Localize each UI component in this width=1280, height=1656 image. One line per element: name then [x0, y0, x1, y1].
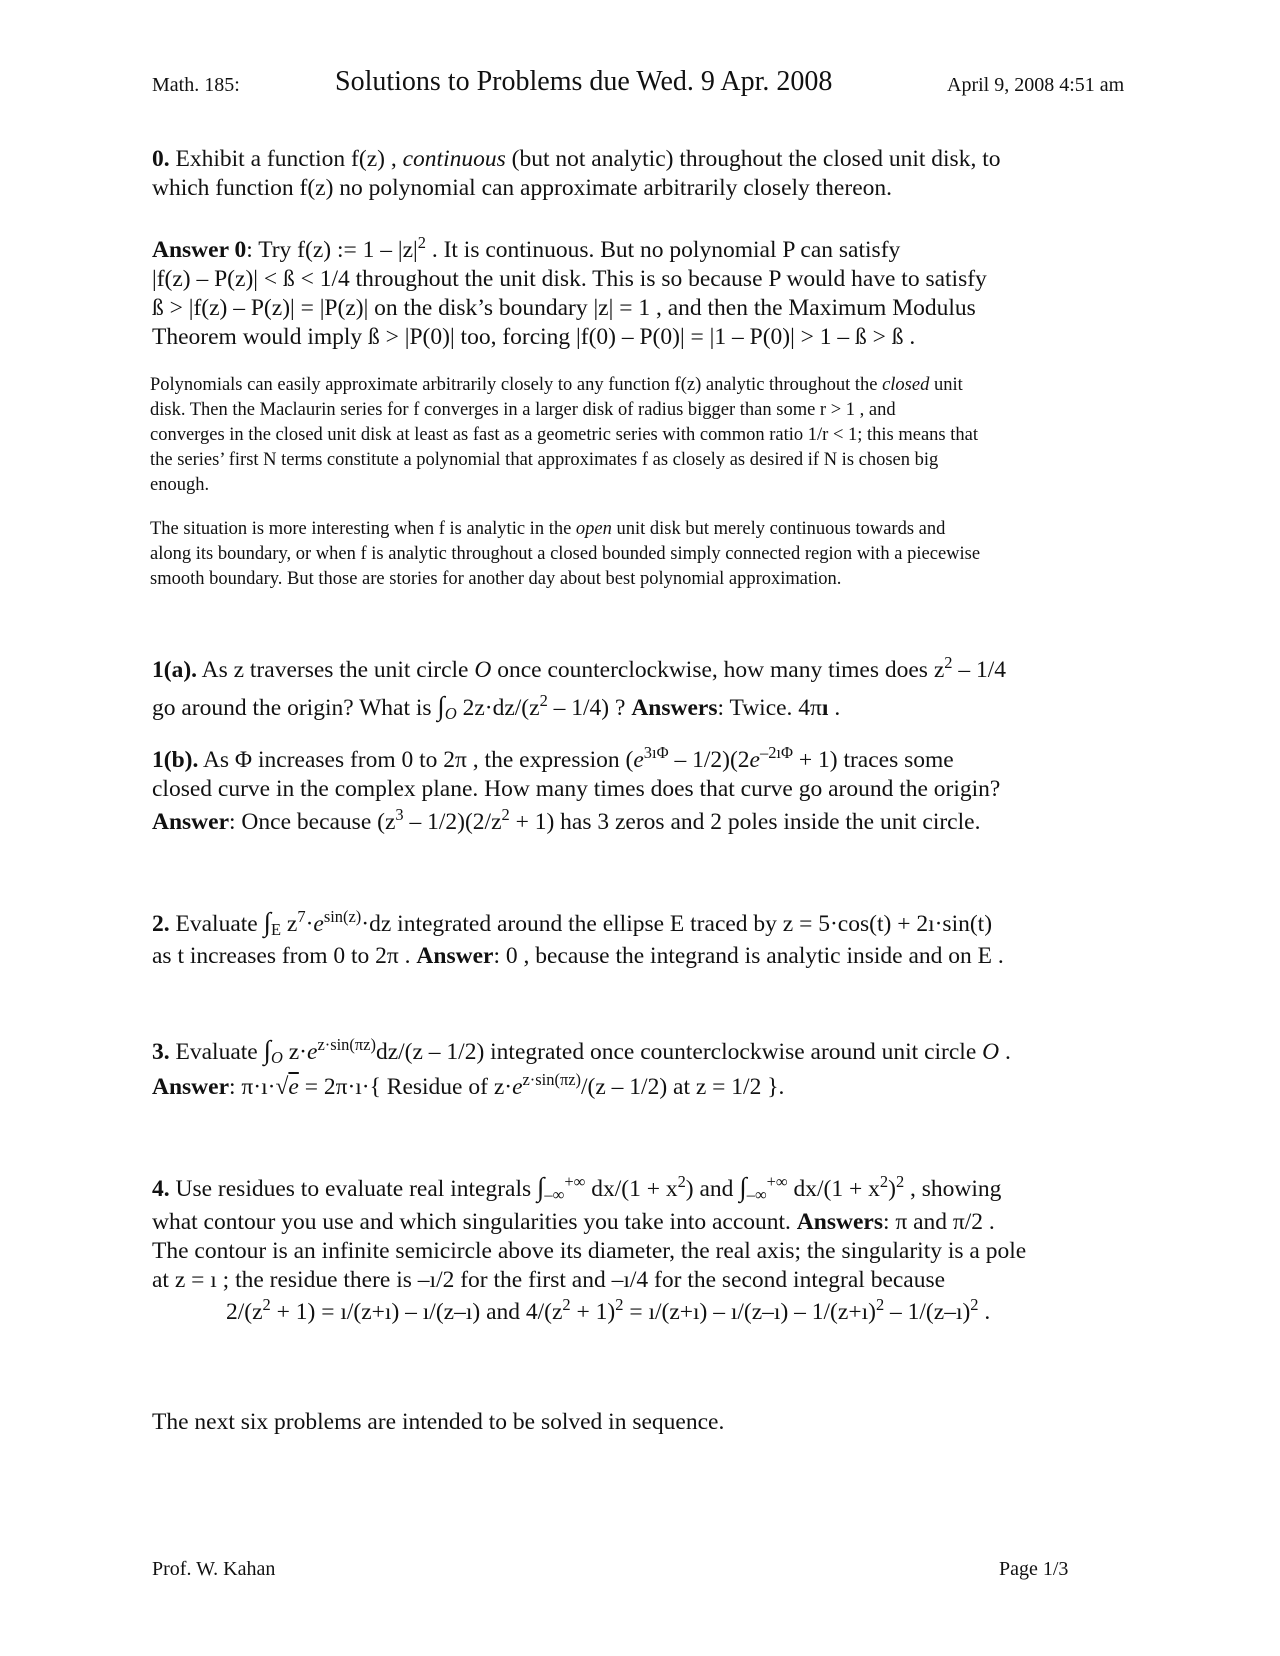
- problem-4-line-4: at z = ı ; the residue there is –ı/2 for the first and –ı/4 for the second integral because: [152, 1267, 946, 1293]
- problem-2-label: 2.: [152, 911, 170, 937]
- integral-sign: ∫: [537, 1172, 545, 1202]
- problem-1a-line-1: 1(a). As z traverses the unit circle O once counterclockwise, how many times does $z^2 - 1/4$: [152, 652, 1007, 683]
- situation-para-line-2: along its boundary, or when f is analytic throughout a closed bounded simply connected region with a piecewise: [150, 544, 981, 564]
- integral-sign: ∫: [437, 691, 445, 721]
- answer-0-line-4: Theorem would imply ß > |P(0)| too, forcing |f(0) – P(0)| = |1 – P(0)| > 1 – ß > ß .: [152, 324, 916, 350]
- problem-4-line-3: The contour is an infinite semicircle above its diameter, the real axis; the singularity is a pole: [152, 1238, 1027, 1264]
- problem-3-line-1: 3. Evaluate $\int_O$ $z\cdot e^{z\cdot sin(\pi z)}dz/(z - 1/2)$ integrated once counterclockwise around unit circle O .: [152, 1034, 1011, 1068]
- problem-4-line-5: $2/(z^2 + 1)$ = ı/(z+ı) – ı/(z–ı) and $4/(z^2 + 1)^2$ = ı/(z+ı) – ı/(z–ı) – 1/(z+ı)$^2$ – 1/(z–ı)$^2$ .: [226, 1294, 991, 1325]
- poly-para-line-3: converges in the closed unit disk at least as fast as a geometric series with common ratio 1/r < 1; this means that: [150, 425, 979, 445]
- problem-3-line-2: Answer: π·ı·√e = 2π·ı·{ Residue of $z\cdot e^{z\cdot sin(\pi z)}/(z - 1/2)$ at z = 1/2 }.: [152, 1069, 785, 1100]
- problem-4-line-1: 4. Use residues to evaluate real integrals $\int_{-\infty}^{+\infty}$ $dx/(1 + x^2)$ and $\int_{-\infty}^{+\infty}$ $dx/(1 + x^2)^2$ , showing: [152, 1171, 1002, 1205]
- closing-text: The next six problems are intended to be solved in sequence.: [152, 1409, 725, 1435]
- problem-3-label: 3.: [152, 1039, 170, 1065]
- problem-2-line-2: as t increases from 0 to 2π . Answer: 0 , because the integrand is analytic inside and on E .: [152, 943, 1004, 969]
- answer-0-label: Answer 0: [152, 237, 247, 263]
- header-course: Math. 185:: [152, 74, 240, 96]
- poly-para-line-5: enough.: [150, 475, 210, 495]
- page-title: Solutions to Problems due Wed. 9 Apr. 2008: [335, 66, 833, 97]
- poly-para-line-1: Polynomials can easily approximate arbitrarily closely to any function f(z) analytic throughout the closed unit: [150, 375, 963, 395]
- poly-para-line-4: the series’ first N terms constitute a polynomial that approximates f as closely as desired if N is chosen big: [150, 450, 939, 470]
- answer-0-line-3: ß > |f(z) – P(z)| = |P(z)| on the disk’s boundary |z| = 1 , and then the Maximum Modulus: [152, 295, 976, 321]
- problem-1b-line-2: closed curve in the complex plane. How many times does that curve go around the origin?: [152, 776, 1001, 802]
- answer-0-line-1: Answer 0: Try f(z) := $1 - |z|^2$ . It is continuous. But no polynomial P can satisfy: [152, 232, 901, 263]
- integral-sign: ∫: [739, 1172, 747, 1202]
- answer-0-line-2: |f(z) – P(z)| < ß < 1/4 throughout the unit disk. This is so because P would have to satisfy: [152, 266, 987, 292]
- footer-page-number: Page 1/3: [999, 1558, 1069, 1580]
- situation-para-line-1: The situation is more interesting when f is analytic in the open unit disk but merely continuous towards and: [150, 519, 946, 539]
- problem-1a-label: 1(a).: [152, 657, 198, 683]
- integral-sign: ∫: [263, 1035, 271, 1065]
- problem-4-line-2: what contour you use and which singularities you take into account. Answers: π and π/2 .: [152, 1209, 995, 1235]
- problem-0-line-2: which function f(z) no polynomial can approximate arbitrarily closely thereon.: [152, 175, 892, 201]
- problem-0-line-1: 0. Exhibit a function f(z) , continuous (but not analytic) throughout the closed unit disk, to: [152, 146, 1001, 172]
- problem-1b-line-3: Answer: Once because $(z^3 - 1/2)(2/z^2 + 1)$ has 3 zeros and 2 poles inside the unit circle.: [152, 804, 981, 835]
- header-timestamp: April 9, 2008 4:51 am: [947, 74, 1125, 96]
- problem-1b-label: 1(b).: [152, 747, 199, 773]
- problem-1b-line-1: 1(b). As Φ increases from 0 to 2π , the expression $(e^{3ı\Phi} - 1/2)(2e^{-2ı\Phi} + 1)$ traces some: [152, 742, 954, 773]
- situation-para-line-3: smooth boundary. But those are stories for another day about best polynomial approximation.: [150, 569, 842, 589]
- problem-1a-line-2: go around the origin? What is $\int_O$ $2z\cdot dz/(z^2 - 1/4)$ ? Answers: Twice. 4πı .: [152, 690, 841, 724]
- poly-para-line-2: disk. Then the Maclaurin series for f converges in a larger disk of radius bigger than some r > 1 , and: [150, 400, 896, 420]
- problem-0-label: 0.: [152, 146, 170, 172]
- footer-author: Prof. W. Kahan: [152, 1558, 276, 1580]
- problem-4-label: 4.: [152, 1176, 170, 1202]
- integral-sign: ∫: [263, 907, 271, 937]
- problem-2-line-1: 2. Evaluate $\int_E$ $z^7\cdot e^{sin(z)}\cdot dz$ integrated around the ellipse E traced by z = 5·cos(t) + 2ı·sin(t): [152, 906, 993, 940]
